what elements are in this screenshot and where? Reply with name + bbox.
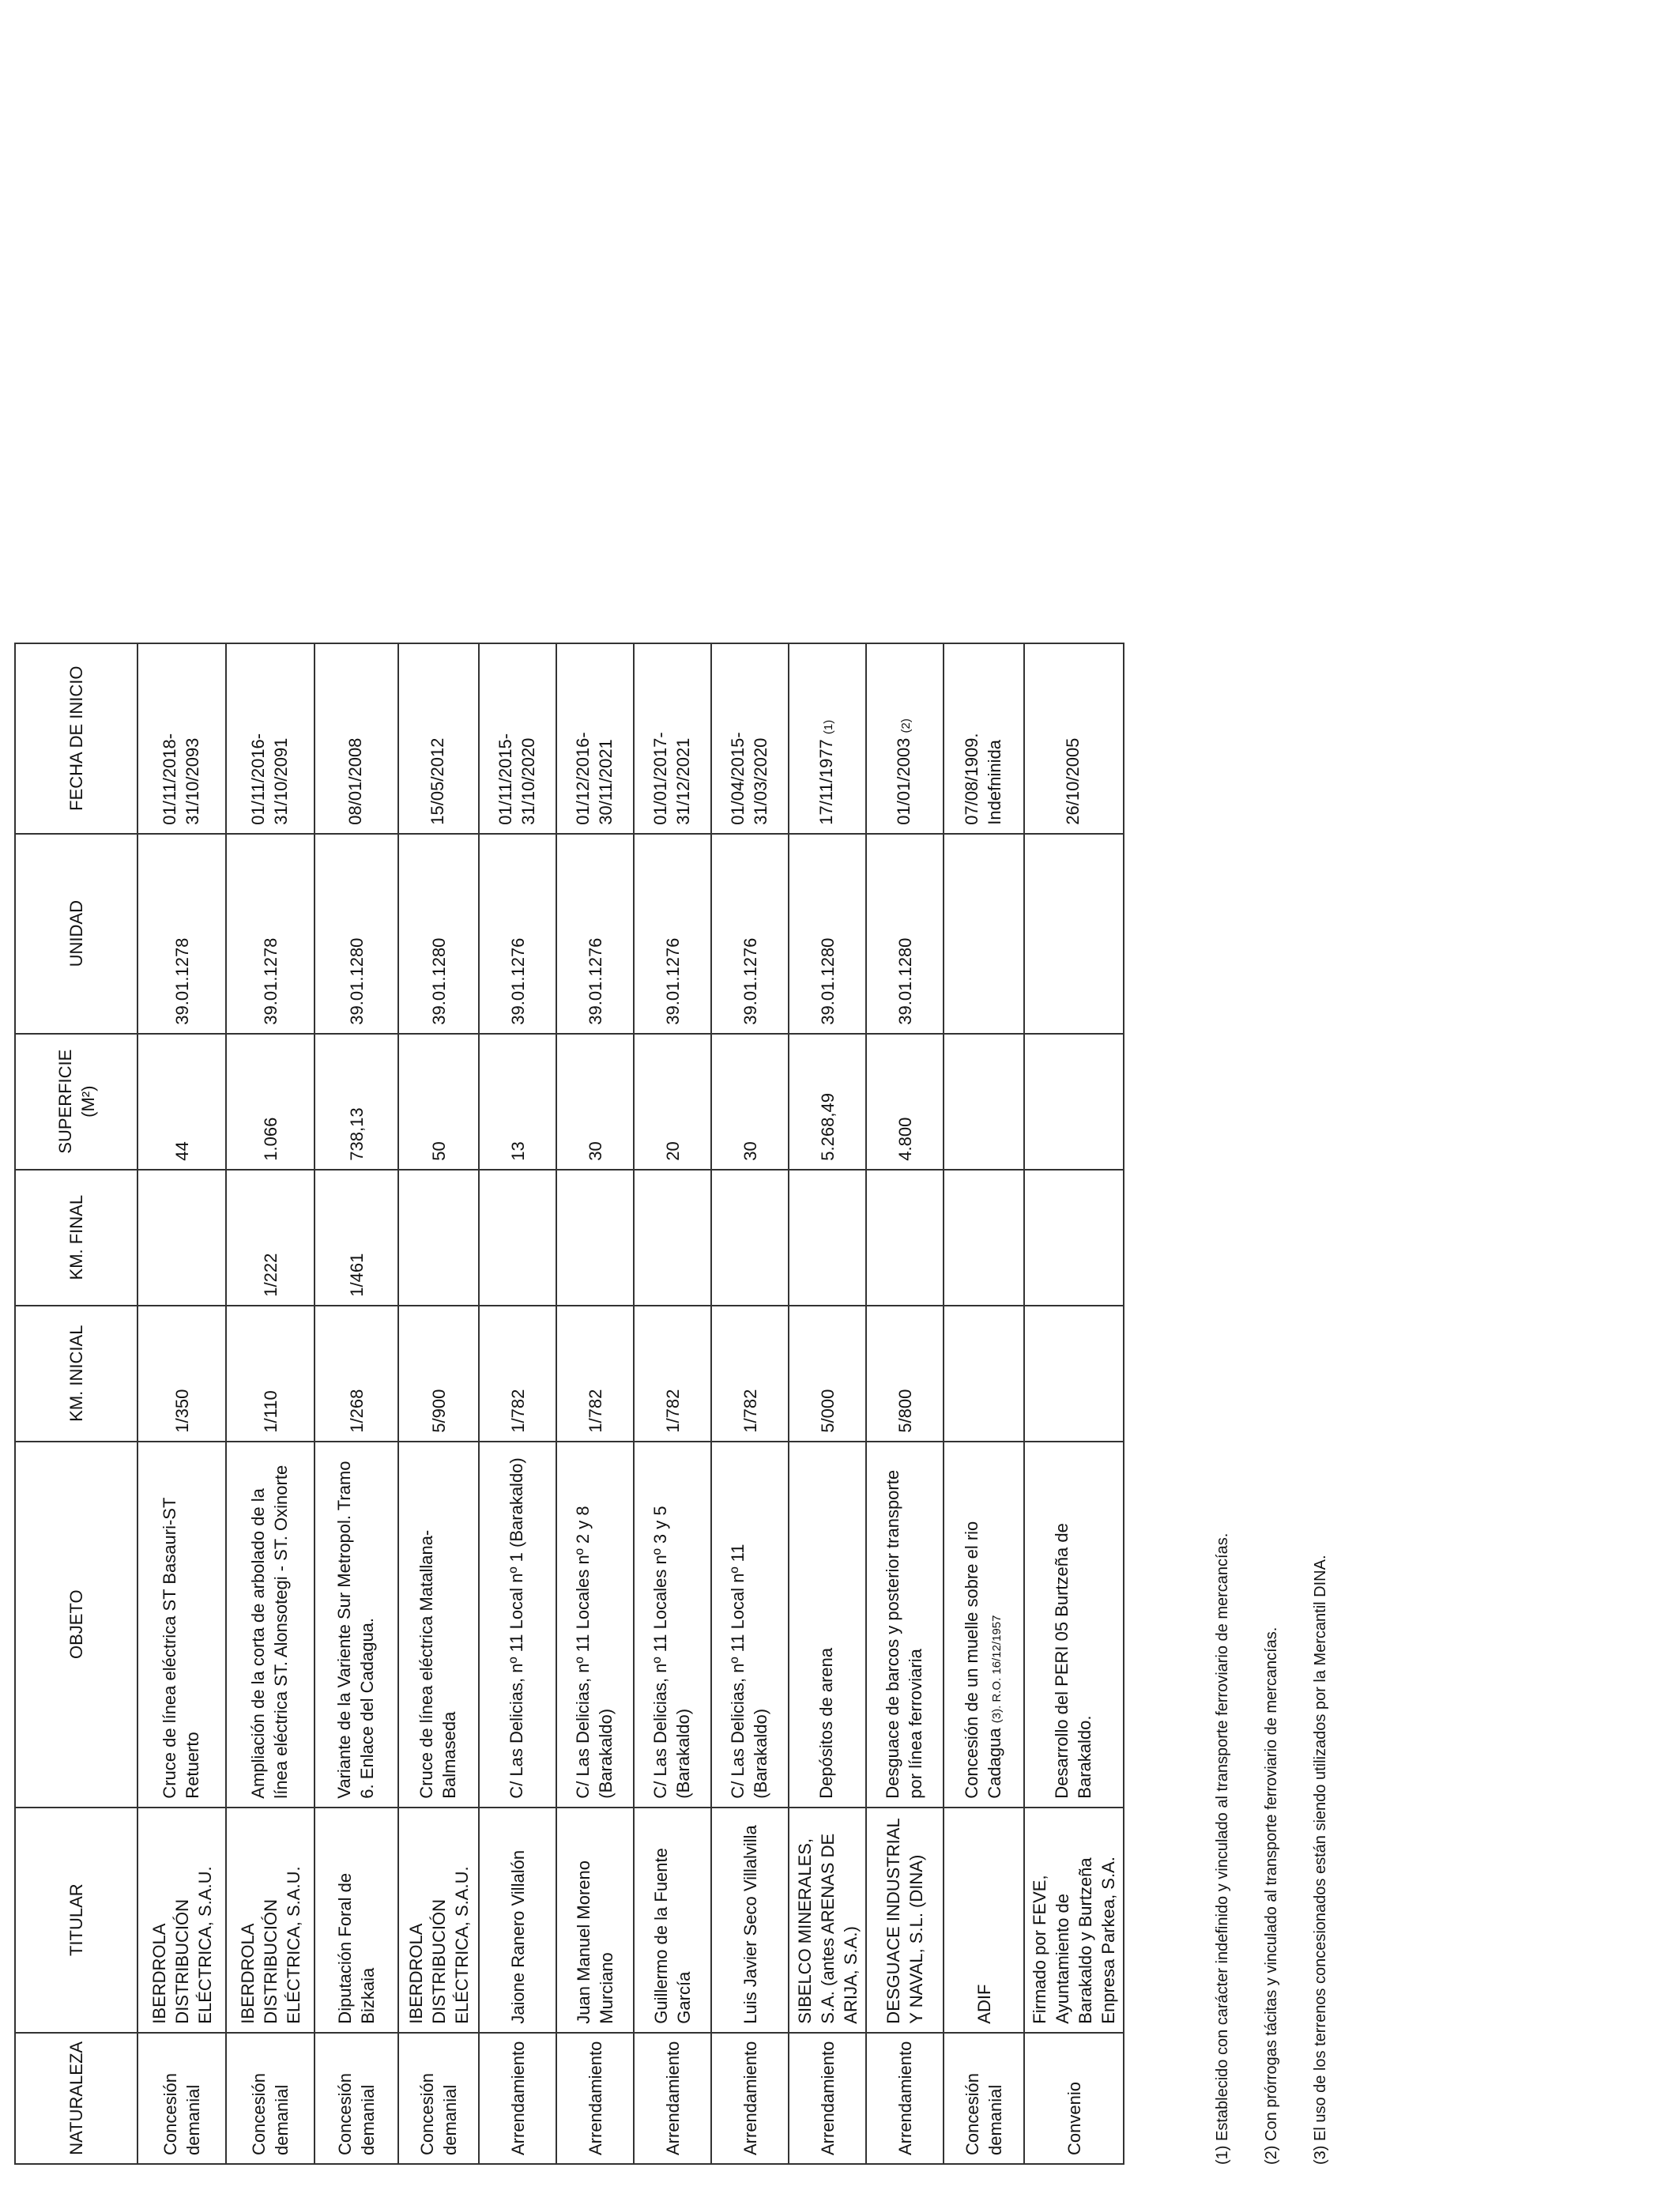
cell-unidad: 39.01.1276	[634, 834, 711, 1034]
cell-fecha-inicio	[556, 643, 634, 834]
cell-titular: ADIF	[944, 1808, 1024, 2033]
objeto-text: C/ Las Delicias, nº 11 Local nº 11 (Barakaldo)	[727, 1544, 770, 1799]
cell-objeto	[944, 1442, 1024, 1808]
cell-superficie: 20	[634, 1034, 711, 1170]
table-row	[1024, 643, 1124, 2164]
cell-unidad: 39.01.1276	[479, 834, 556, 1034]
cell-superficie: 738,13	[315, 1034, 398, 1170]
cell-superficie: 44	[137, 1034, 226, 1170]
cell-km-inicial: 5/900	[398, 1306, 479, 1442]
cell-fecha-inicio	[944, 643, 1024, 834]
cell-superficie: 1.066	[226, 1034, 315, 1170]
cell-km-inicial	[1024, 1306, 1124, 1442]
cell-fecha-inicio	[634, 643, 711, 834]
cell-unidad: 39.01.1276	[711, 834, 789, 1034]
header-naturaleza: NATURALEZA	[15, 2033, 137, 2164]
fecha-text: 01/01/2017-31/12/2021	[650, 732, 693, 825]
cell-titular: SIBELCO MINERALES, S.A. (antes ARENAS DE ARIJA, S.A.)	[789, 1808, 866, 2033]
cell-km-final	[944, 1170, 1024, 1306]
cell-naturaleza: Concesión demanial	[226, 2033, 315, 2164]
header-km-inicial: KM. INICIAL	[15, 1306, 137, 1442]
cell-unidad: 39.01.1280	[398, 834, 479, 1034]
table-row	[398, 643, 479, 2164]
cell-km-inicial: 1/782	[556, 1306, 634, 1442]
cell-naturaleza: Arrendamiento	[634, 2033, 711, 2164]
cell-objeto	[226, 1442, 315, 1808]
table-row	[315, 643, 398, 2164]
cell-superficie: 50	[398, 1034, 479, 1170]
cell-titular: IBERDROLA DISTRIBUCIÓN ELÉCTRICA, S.A.U.	[398, 1808, 479, 2033]
objeto-text: Cruce de línea eléctrica ST Basauri-ST Retuerto	[159, 1497, 202, 1799]
cell-titular: Firmado por FEVE, Ayuntamiento de Barakaldo y Burtzeña Enpresa Parkea, S.A.	[1024, 1808, 1124, 2033]
cell-km-inicial: 1/350	[137, 1306, 226, 1442]
cell-km-final	[711, 1170, 789, 1306]
cell-naturaleza: Arrendamiento	[556, 2033, 634, 2164]
cell-titular: Jaione Ranero Villalón	[479, 1808, 556, 2033]
cell-km-final	[866, 1170, 944, 1306]
table-header-row	[15, 643, 137, 2164]
cell-titular: IBERDROLA DISTRIBUCIÓN ELÉCTRICA, S.A.U.	[226, 1808, 315, 2033]
table-row	[226, 643, 315, 2164]
cell-fecha-inicio	[315, 643, 398, 834]
cell-naturaleza: Convenio	[1024, 2033, 1124, 2164]
cell-unidad: 39.01.1278	[226, 834, 315, 1034]
table-row	[556, 643, 634, 2164]
cell-fecha-inicio	[866, 643, 944, 834]
cell-km-final	[556, 1170, 634, 1306]
cell-km-inicial	[944, 1306, 1024, 1442]
fecha-text: 01/12/2016-30/11/2021	[572, 732, 616, 825]
cell-objeto	[137, 1442, 226, 1808]
objeto-text: Depósitos de arena	[816, 1647, 836, 1799]
objeto-text: Desguace de barcos y posterior transporte por línea ferroviaria	[882, 1469, 925, 1799]
table-row	[711, 643, 789, 2164]
cell-km-final: 1/461	[315, 1170, 398, 1306]
objeto-text: C/ Las Delicias, nº 11 Locales nº 2 y 8 (Barakaldo)	[572, 1506, 616, 1799]
table-row	[944, 643, 1024, 2164]
table-row	[789, 643, 866, 2164]
cell-unidad	[944, 834, 1024, 1034]
objeto-text: C/ Las Delicias, nº 11 Locales nº 3 y 5 (Barakaldo)	[650, 1506, 693, 1799]
cell-naturaleza: Arrendamiento	[479, 2033, 556, 2164]
header-titular: TITULAR	[15, 1808, 137, 2033]
objeto-text: C/ Las Delicias, nº 11 Local nº 1 (Barakaldo)	[507, 1457, 526, 1799]
cell-km-inicial: 1/782	[479, 1306, 556, 1442]
header-km-final: KM. FINAL	[15, 1170, 137, 1306]
cell-fecha-inicio	[226, 643, 315, 834]
cell-unidad	[1024, 834, 1124, 1034]
header-objeto: OBJETO	[15, 1442, 137, 1808]
cell-unidad: 39.01.1276	[556, 834, 634, 1034]
cell-superficie	[1024, 1034, 1124, 1170]
cell-km-final	[137, 1170, 226, 1306]
cell-superficie: 13	[479, 1034, 556, 1170]
fecha-text: 15/05/2012	[428, 737, 447, 825]
cell-fecha-inicio	[789, 643, 866, 834]
fecha-text: 01/11/2016-31/10/2091	[247, 733, 291, 825]
fecha-text: 01/11/2015-31/10/2020	[495, 733, 538, 825]
cell-km-inicial: 1/268	[315, 1306, 398, 1442]
cell-objeto	[398, 1442, 479, 1808]
fecha-text: 08/01/2008	[345, 737, 365, 825]
cell-fecha-inicio	[1024, 643, 1124, 834]
cell-unidad: 39.01.1280	[789, 834, 866, 1034]
cell-km-inicial: 1/782	[711, 1306, 789, 1442]
cell-km-final: 1/222	[226, 1170, 315, 1306]
footnote-1: (1) Establecido con carácter indefinido y vinculado al transporte ferroviario de mercancías.	[1214, 1532, 1231, 2165]
cell-titular: Luis Javier Seco Villalvilla	[711, 1808, 789, 2033]
cell-superficie: 4.800	[866, 1034, 944, 1170]
cell-fecha-inicio	[479, 643, 556, 834]
table-row	[137, 643, 226, 2164]
objeto-text: Concesión de un muelle sobre el rio Cadagua	[961, 1521, 1004, 1799]
cell-fecha-inicio	[711, 643, 789, 834]
cell-km-final	[1024, 1170, 1124, 1306]
header-unidad: UNIDAD	[15, 834, 137, 1034]
fecha-reference: (2)	[899, 718, 913, 733]
cell-objeto	[634, 1442, 711, 1808]
footnote-3: (3) El uso de los terrenos concesionados están siendo utilizados por la Mercantil DINA.	[1312, 1555, 1329, 2165]
cell-superficie: 5.268,49	[789, 1034, 866, 1170]
cell-titular: IBERDROLA DISTRIBUCIÓN ELÉCTRICA, S.A.U.	[137, 1808, 226, 2033]
table-row	[866, 643, 944, 2164]
header-superficie: SUPERFICIE (M²)	[15, 1034, 137, 1170]
cell-objeto	[479, 1442, 556, 1808]
cell-km-inicial: 5/800	[866, 1306, 944, 1442]
cell-titular: Diputación Foral de Bizkaia	[315, 1808, 398, 2033]
cell-titular: DESGUACE INDUSTRIAL Y NAVAL, S.L. (DINA)	[866, 1808, 944, 2033]
header-fecha-inicio: FECHA DE INICIO	[15, 643, 137, 834]
cell-objeto	[1024, 1442, 1124, 1808]
cell-superficie: 30	[556, 1034, 634, 1170]
fecha-text: 01/04/2015-31/03/2020	[727, 732, 770, 825]
fecha-text: 01/01/2003	[894, 737, 913, 825]
cell-unidad: 39.01.1280	[866, 834, 944, 1034]
objeto-reference: (3). R.O. 16/12/1957	[989, 1615, 1004, 1724]
objeto-text: Variante de la Variente Sur Metropol. Tramo 6. Enlace del Cadagua.	[333, 1461, 377, 1799]
fecha-text: 01/11/2018-31/10/2093	[159, 733, 202, 825]
cell-objeto	[866, 1442, 944, 1808]
table-row	[479, 643, 556, 2164]
cell-km-final	[479, 1170, 556, 1306]
footnote-2: (2) Con prórrogas tácitas y vinculado al transporte ferroviario de mercancías.	[1263, 1627, 1280, 2165]
fecha-text: 07/08/1909. Indefninida	[961, 733, 1004, 825]
cell-km-final	[789, 1170, 866, 1306]
table-row	[634, 643, 711, 2164]
cell-objeto	[711, 1442, 789, 1808]
cell-objeto	[315, 1442, 398, 1808]
objeto-text: Ampliación de la corta de arbolado de la línea eléctrica ST. Alonsotegi - ST. Oxinorte	[247, 1465, 291, 1799]
cell-naturaleza: Arrendamiento	[866, 2033, 944, 2164]
cell-superficie: 30	[711, 1034, 789, 1170]
cell-km-inicial: 5/000	[789, 1306, 866, 1442]
objeto-text: Desarrollo del PERI 05 Burtzeña de Barakaldo.	[1051, 1523, 1094, 1799]
objeto-text: Cruce de línea eléctrica Matallana-Balmaseda	[416, 1529, 459, 1799]
cell-naturaleza: Concesión demanial	[398, 2033, 479, 2164]
cell-objeto	[789, 1442, 866, 1808]
cell-titular: Guillermo de la Fuente García	[634, 1808, 711, 2033]
cell-fecha-inicio	[137, 643, 226, 834]
cell-naturaleza: Arrendamiento	[711, 2033, 789, 2164]
cell-unidad: 39.01.1280	[315, 834, 398, 1034]
footnotes	[1213, 1533, 1360, 2165]
fecha-text: 17/11/1977	[816, 739, 836, 825]
cell-superficie	[944, 1034, 1024, 1170]
cell-naturaleza: Concesión demanial	[944, 2033, 1024, 2164]
cell-km-inicial: 1/782	[634, 1306, 711, 1442]
cell-objeto	[556, 1442, 634, 1808]
fecha-text: 26/10/2005	[1063, 737, 1083, 825]
fecha-reference: (1)	[822, 719, 835, 735]
cell-naturaleza: Arrendamiento	[789, 2033, 866, 2164]
concessions-table	[14, 643, 1124, 2165]
cell-km-inicial: 1/110	[226, 1306, 315, 1442]
cell-titular: Juan Manuel Moreno Murciano	[556, 1808, 634, 2033]
cell-naturaleza: Concesión demanial	[137, 2033, 226, 2164]
cell-unidad: 39.01.1278	[137, 834, 226, 1034]
cell-km-final	[634, 1170, 711, 1306]
cell-fecha-inicio	[398, 643, 479, 834]
cell-km-final	[398, 1170, 479, 1306]
cell-naturaleza: Concesión demanial	[315, 2033, 398, 2164]
